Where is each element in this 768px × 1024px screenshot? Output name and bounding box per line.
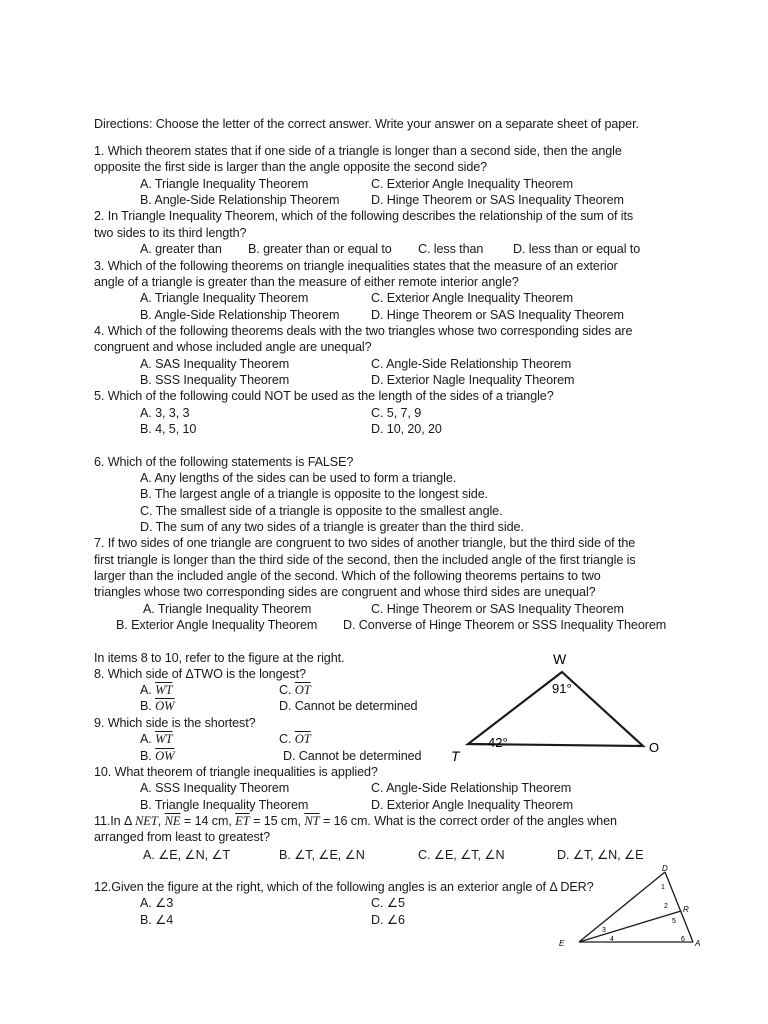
angle-t-label: 42° — [488, 735, 508, 750]
q12-option-d: D. ∠6 — [371, 913, 405, 927]
q11-option-a: A. ∠E, ∠N, ∠T — [143, 848, 231, 862]
q5-option-b: B. 4, 5, 10 — [140, 422, 197, 436]
q9-option-c: C. $\overline{OT}$ — [279, 732, 311, 746]
q11-option-d: D. ∠T, ∠N, ∠E — [557, 848, 644, 862]
question-6-text: 6. Which of the following statements is FALSE? — [94, 455, 354, 469]
q11-option-b: B. ∠T, ∠E, ∠N — [279, 848, 365, 862]
question-11-text-2: arranged from least to greatest? — [94, 830, 271, 844]
question-12-text: 12.Given the figure at the right, which of the following angles is an exterior angle of Δ DER? — [94, 880, 594, 894]
q8-option-b: B. $\overline{OW}$ — [140, 699, 175, 713]
question-7-text-4: triangles whose two corresponding sides are congruent and whose third sides are unequal? — [94, 585, 596, 599]
q10-option-b: B. Triangle Inequality Theorem — [140, 798, 309, 812]
q3-option-c: C. Exterior Angle Inequality Theorem — [371, 291, 573, 305]
q6-option-a: A. Any lengths of the sides can be used to form a triangle. — [140, 471, 457, 485]
angle-6-label: 6 — [681, 936, 685, 943]
q2-option-c: C. less than — [418, 242, 484, 256]
q10-option-c: C. Angle-Side Relationship Theorem — [371, 781, 572, 795]
q4-option-a: A. SAS Inequality Theorem — [140, 357, 290, 371]
q3-option-d: D. Hinge Theorem or SAS Inequality Theorem — [371, 308, 624, 322]
q4-option-b: B. SSS Inequality Theorem — [140, 373, 290, 387]
q2-option-a: A. greater than — [140, 242, 222, 256]
q7-option-b: B. Exterior Angle Inequality Theorem — [116, 618, 318, 632]
q6-option-b: B. The largest angle of a triangle is opposite to the longest side. — [140, 487, 489, 501]
q9-option-b: B. $\overline{OW}$ — [140, 749, 175, 763]
q2-option-d: D. less than or equal to — [513, 242, 641, 256]
q10-option-a: A. SSS Inequality Theorem — [140, 781, 290, 795]
q7-option-a: A. Triangle Inequality Theorem — [143, 602, 312, 616]
question-7-text: 7. If two sides of one triangle are congruent to two sides of another triangle, but the third side of the — [94, 536, 636, 550]
question-4-text: 4. Which of the following theorems deals with the two triangles whose two corresponding sides are — [94, 324, 633, 338]
q5-option-c: C. 5, 7, 9 — [371, 406, 422, 420]
q7-option-d: D. Converse of Hinge Theorem or SSS Inequality Theorem — [343, 618, 667, 632]
q11-option-c: C. ∠E, ∠T, ∠N — [418, 848, 505, 862]
q5-option-a: A. 3, 3, 3 — [140, 406, 190, 420]
question-10-text: 10. What theorem of triangle inequalities is applied? — [94, 765, 378, 779]
angle-3-label: 3 — [602, 927, 606, 934]
q3-option-a: A. Triangle Inequality Theorem — [140, 291, 309, 305]
question-1-text-2: opposite the first side is larger than the angle opposite the second side? — [94, 160, 488, 174]
q1-option-c: C. Exterior Angle Inequality Theorem — [371, 177, 573, 191]
vertex-t-label: T — [451, 748, 460, 764]
q7-option-c: C. Hinge Theorem or SAS Inequality Theorem — [371, 602, 624, 616]
q4-option-c: C. Angle-Side Relationship Theorem — [371, 357, 572, 371]
question-4-text-2: congruent and whose included angle are unequal? — [94, 340, 372, 354]
q6-option-d: D. The sum of any two sides of a triangle is greater than the third side. — [140, 520, 524, 534]
question-8-text: 8. Which side of ΔTWO is the longest? — [94, 667, 306, 681]
question-2-text: 2. In Triangle Inequality Theorem, which of the following describes the relationship of the sum of its — [94, 209, 634, 223]
question-1-text: 1. Which theorem states that if one side of a triangle is longer than a second side, then the angle — [94, 144, 622, 158]
vertex-a-label: A — [695, 939, 701, 948]
question-3-text-2: angle of a triangle is greater than the measure of either remote interior angle? — [94, 275, 519, 289]
q8-option-c: C. $\overline{OT}$ — [279, 683, 311, 697]
angle-2-label: 2 — [664, 903, 668, 910]
q10-option-d: D. Exterior Angle Inequality Theorem — [371, 798, 573, 812]
angle-w-label: 91° — [552, 681, 572, 696]
question-5-text: 5. Which of the following could NOT be used as the length of the sides of a triangle? — [94, 389, 554, 403]
question-9-text: 9. Which side is the shortest? — [94, 716, 256, 730]
q1-option-a: A. Triangle Inequality Theorem — [140, 177, 309, 191]
vertex-e-label: E — [559, 939, 565, 948]
directions: Directions: Choose the letter of the correct answer. Write your answer on a separate sheet of paper. — [94, 117, 639, 131]
question-11-text: 11.In Δ NET, $\overline{NE} = 14$ cm, $\overline{ET} = 15$ cm, $\overline{NT} = 16$ cm. What is the correct order of the angles when — [94, 814, 617, 828]
q9-option-d: D. Cannot be determined — [283, 749, 422, 763]
q9-option-a: A. $\overline{WT}$ — [140, 732, 173, 746]
q2-option-b: B. greater than or equal to — [248, 242, 392, 256]
angle-5-label: 5 — [672, 918, 676, 925]
angle-4-label: 4 — [610, 936, 614, 943]
q1-option-b: B. Angle-Side Relationship Theorem — [140, 193, 340, 207]
q4-option-d: D. Exterior Nagle Inequality Theorem — [371, 373, 575, 387]
triangle-der-figure — [555, 862, 705, 954]
q12-option-b: B. ∠4 — [140, 913, 174, 927]
vertex-w-label: W — [553, 651, 567, 667]
q5-option-d: D. 10, 20, 20 — [371, 422, 442, 436]
q12-option-c: C. ∠5 — [371, 896, 405, 910]
question-3-text: 3. Which of the following theorems on triangle inequalities states that the measure of an exterior — [94, 259, 618, 273]
q12-option-a: A. ∠3 — [140, 896, 174, 910]
q8-option-a: A. $\overline{WT}$ — [140, 683, 173, 697]
triangle-two-figure — [440, 645, 670, 770]
q6-option-c: C. The smallest side of a triangle is opposite to the smallest angle. — [140, 504, 503, 518]
q8-option-d: D. Cannot be determined — [279, 699, 418, 713]
question-7-text-2: first triangle is longer than the third side of the second, then the included angle of the first triangle is — [94, 553, 636, 567]
vertex-r-label: R — [683, 905, 689, 914]
question-7-text-3: larger than the included angle of the second. Which of the following theorems pertains to two — [94, 569, 601, 583]
q1-option-d: D. Hinge Theorem or SAS Inequality Theorem — [371, 193, 624, 207]
vertex-d-label: D — [662, 864, 668, 873]
items-8-10-note: In items 8 to 10, refer to the figure at the right. — [94, 651, 345, 665]
question-2-text-2: two sides to its third length? — [94, 226, 247, 240]
angle-1-label: 1 — [661, 884, 665, 891]
q3-option-b: B. Angle-Side Relationship Theorem — [140, 308, 340, 322]
vertex-o-label: O — [649, 740, 660, 755]
